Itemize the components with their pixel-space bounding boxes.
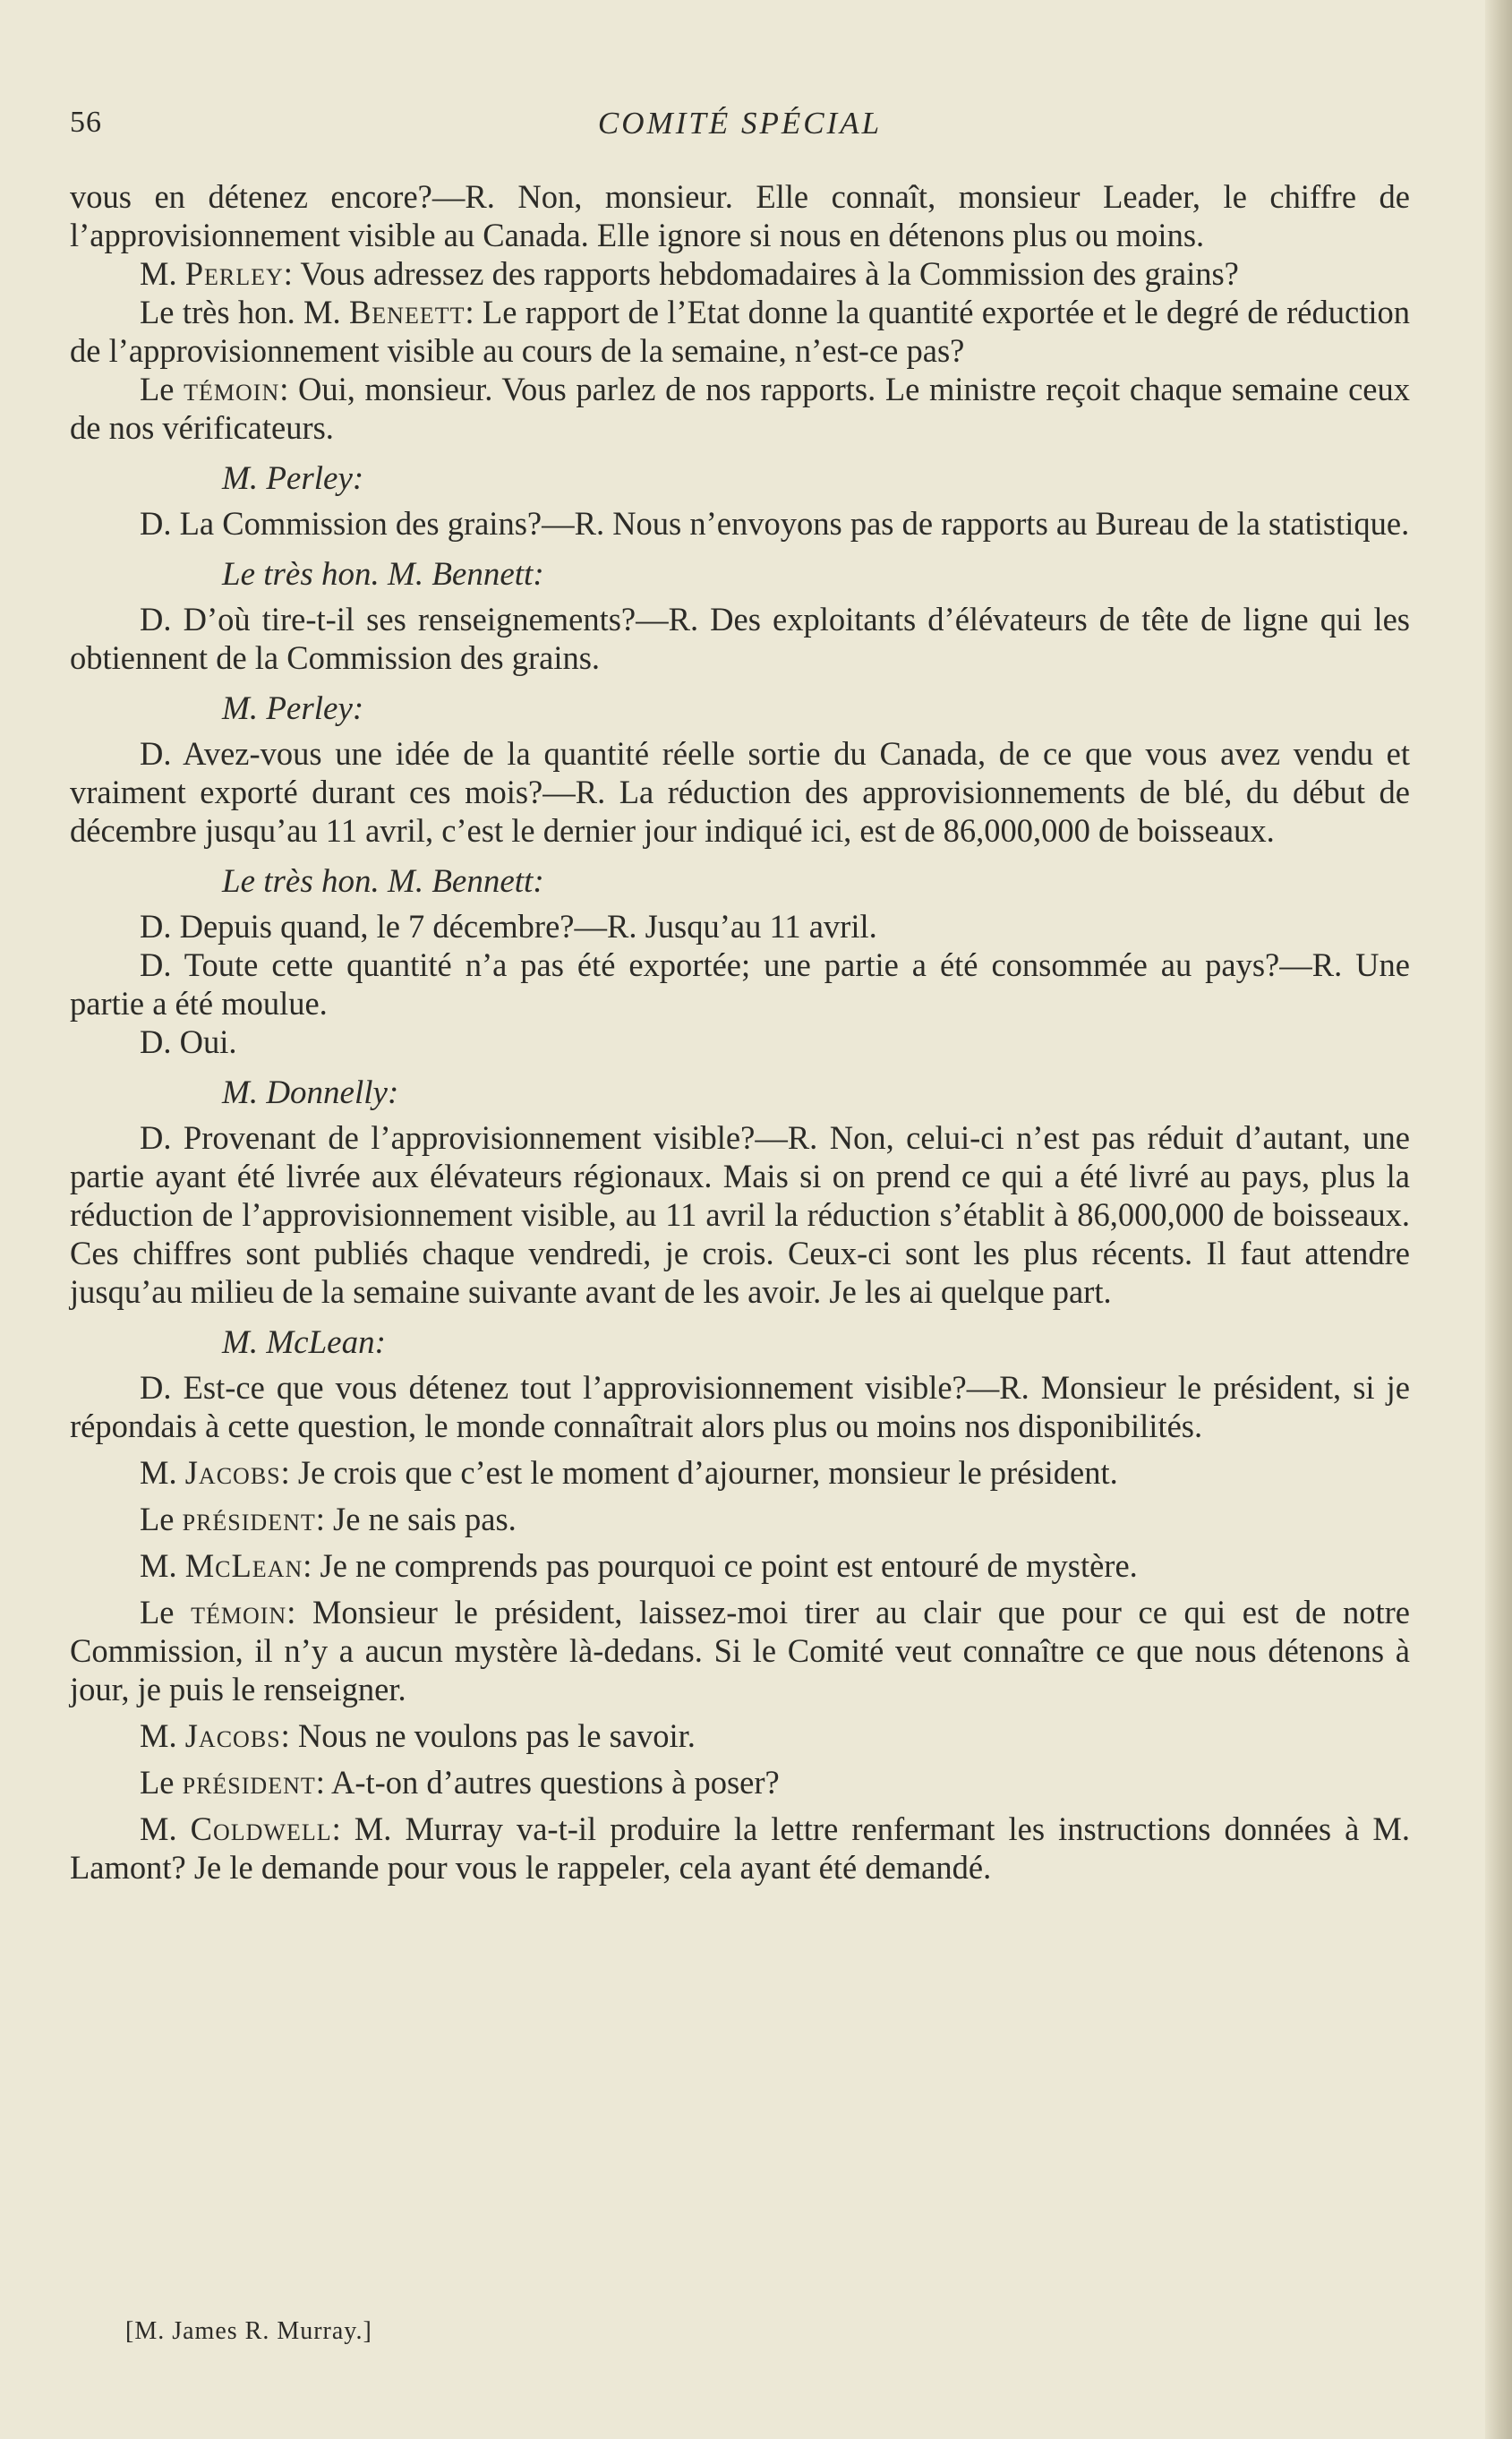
paragraph-text: D. Est-ce que vous détenez tout l’approvisionnement visible?—R. Monsieur le président, si je répondais à cette question, le monde connaîtrait alors plus ou moins nos disponibilités. — [70, 1369, 1410, 1444]
speaker-name: McLean — [184, 1547, 303, 1584]
paragraph — [70, 1546, 1410, 1585]
speaker-prefix: Le — [140, 1764, 183, 1801]
paragraph-text: D. Depuis quand, le 7 décembre?—R. Jusqu’au 11 avril. — [140, 908, 877, 945]
paragraph-text: D. Toute cette quantité n’a pas été exportée; une partie a été consommée au pays?—R. Une partie a été moulue. — [70, 946, 1410, 1022]
speaker-name: témoin — [191, 1594, 287, 1630]
speaker-name: Jacobs — [184, 1717, 281, 1754]
paragraph-text: D. Oui. — [140, 1023, 237, 1060]
paragraph — [70, 1810, 1410, 1887]
paragraph-text: : Le rapport de l’Etat donne la quantité exportée et le degré de réduction de l’approvisionnement visible au cours de la semaine, n’est-ce pas? — [70, 294, 1410, 369]
speaker-prefix: M. — [140, 1547, 185, 1584]
paragraph — [70, 1023, 1410, 1061]
speaker-name: président — [182, 1501, 316, 1537]
page-number: 56 — [70, 106, 102, 139]
paragraph-text: : A-t-on d’autres questions à poser? — [315, 1764, 780, 1801]
speaker-heading: M. McLean: — [222, 1324, 386, 1361]
speaker-prefix: M. — [140, 1810, 191, 1847]
paragraph — [70, 370, 1410, 447]
paragraph — [70, 1453, 1410, 1492]
running-head — [70, 106, 1410, 147]
paragraph-text: : Monsieur le président, laissez-moi tirer au clair que pour ce qui est de notre Commission, il n’y a aucun mystère là-dedans. Si le Comité veut connaître ce que nous détenons à jour, je puis le renseigner. — [70, 1594, 1410, 1707]
speaker-name: Jacobs — [184, 1454, 281, 1491]
speaker-prefix: Le — [140, 1501, 183, 1537]
paragraph — [70, 1368, 1410, 1445]
speaker-prefix: Le — [140, 1594, 192, 1630]
speaker-heading: Le très hon. M. Bennett: — [222, 556, 544, 593]
paragraph-text: : Je ne sais pas. — [315, 1501, 517, 1537]
speaker-prefix: M. — [140, 1717, 185, 1754]
speaker-heading: M. Perley: — [222, 460, 364, 497]
paragraph-text: D. D’où tire-t-il ses renseignements?—R. Des exploitants d’élévateurs de tête de ligne qui les obtiennent de la Commission des grains. — [70, 601, 1410, 676]
paragraph-text: D. Avez-vous une idée de la quantité réelle sortie du Canada, de ce que vous avez vendu et vraiment exporté durant ces mois?—R. La réduction des approvisionnements de blé, du début de décembre jusqu’au 11 avril, c’est le dernier jour indiqué ici, est de 86,000,000 de boisseaux. — [70, 735, 1410, 849]
speaker-prefix: Le — [140, 371, 184, 407]
paragraph-text: vous en détenez encore?—R. Non, monsieur. Elle connaît, monsieur Leader, le chiffre de l’approvisionnement visible au Canada. Elle ignore si nous en détenons plus ou moins. — [70, 178, 1410, 253]
speaker-prefix: Le très hon. M. — [140, 294, 349, 330]
paragraph — [70, 907, 1410, 946]
paragraph-text: D. La Commission des grains?—R. Nous n’envoyons pas de rapports au Bureau de la statistique. — [140, 505, 1410, 542]
paragraph-text: : Je crois que c’est le moment d’ajourner, monsieur le président. — [280, 1454, 1118, 1491]
paragraph-text: : M. Murray va-t-il produire la lettre renfermant les instructions données à M. Lamont? Je le demande pour vous le rappeler, cela ayant été demandé. — [70, 1810, 1410, 1886]
paragraph — [70, 254, 1410, 293]
paragraph-text: : Je ne comprends pas pourquoi ce point est entouré de mystère. — [303, 1547, 1138, 1584]
paragraph — [70, 1716, 1410, 1755]
paragraph — [70, 177, 1410, 254]
paragraph-text: D. Provenant de l’approvisionnement visible?—R. Non, celui-ci n’est pas réduit d’autant, une partie ayant été livrée aux élévateurs régionaux. Mais si on prend ce qui a été livré au pays, plus la réduction de l’approvisionnement visible, au 11 avril la réduction s’établit à 86,000,000 de boisseaux. Ces chiffres sont publiés chaque vendredi, je crois. Ceux-ci sont les plus récents. Il faut attendre jusqu’au milieu de la semaine suivante avant de les avoir. Je les ai quelque part. — [70, 1119, 1410, 1310]
speaker-name: Perley — [184, 255, 284, 292]
running-title: COMITÉ SPÉCIAL — [597, 106, 883, 141]
speaker-prefix: M. — [140, 1454, 185, 1491]
paragraph-text: : Nous ne voulons pas le savoir. — [280, 1717, 696, 1754]
page-edge-shadow — [1485, 0, 1512, 2439]
paragraph — [70, 504, 1410, 543]
paragraph-text: : Oui, monsieur. Vous parlez de nos rapports. Le ministre reçoit chaque semaine ceux de nos vérificateurs. — [70, 371, 1411, 446]
speaker-heading: M. Donnelly: — [222, 1074, 399, 1111]
speaker-name: président — [182, 1764, 316, 1801]
paragraph — [70, 600, 1410, 677]
speaker-name: témoin — [184, 371, 280, 407]
speaker-heading: Le très hon. M. Bennett: — [222, 863, 544, 900]
speaker-name: Beneett — [348, 294, 466, 330]
paragraph-text: : Vous adressez des rapports hebdomadaires à la Commission des grains? — [283, 255, 1239, 292]
paragraph — [70, 1593, 1410, 1708]
paragraph — [70, 293, 1410, 370]
body-text — [70, 177, 1410, 1887]
witness-footer: [M. James R. Murray.] — [125, 2317, 372, 2345]
paragraph — [70, 1763, 1410, 1801]
paragraph — [70, 734, 1410, 850]
speaker-prefix: M. — [140, 255, 185, 292]
speaker-name: Coldwell — [190, 1810, 332, 1847]
paragraph — [70, 1118, 1410, 1311]
paragraph — [70, 946, 1410, 1023]
paragraph — [70, 1500, 1410, 1538]
speaker-heading: M. Perley: — [222, 690, 364, 727]
